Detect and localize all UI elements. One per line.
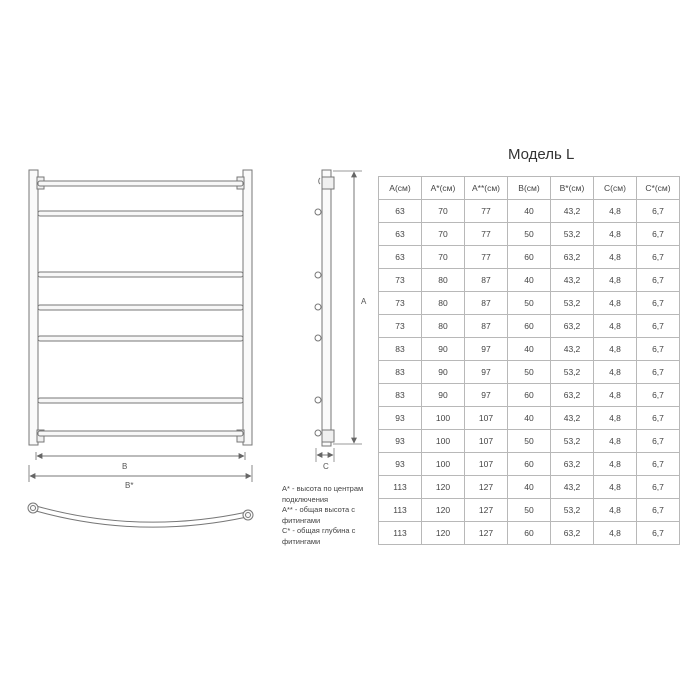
- table-cell: 60: [508, 522, 551, 545]
- table-cell: 63,2: [551, 522, 594, 545]
- table-cell: 40: [508, 269, 551, 292]
- table-cell: 127: [465, 499, 508, 522]
- table-cell: 107: [465, 453, 508, 476]
- table-cell: 6,7: [637, 223, 680, 246]
- table-row: [379, 315, 680, 338]
- table-cell: 50: [508, 430, 551, 453]
- side-upright: [322, 170, 331, 446]
- table-cell: 43,2: [551, 476, 594, 499]
- table-row: [379, 223, 680, 246]
- table-cell: 53,2: [551, 223, 594, 246]
- table-cell: 70: [422, 200, 465, 223]
- dimensions-table: [378, 176, 680, 545]
- table-cell: 63: [379, 200, 422, 223]
- right-upright: [243, 170, 252, 445]
- table-cell: 100: [422, 453, 465, 476]
- table-cell: 4,8: [594, 292, 637, 315]
- table-cell: 4,8: [594, 522, 637, 545]
- table-cell: 6,7: [637, 315, 680, 338]
- table-cell: 4,8: [594, 407, 637, 430]
- table-cell: 77: [465, 223, 508, 246]
- table-row: [379, 453, 680, 476]
- table-cell: 6,7: [637, 499, 680, 522]
- table-cell: 83: [379, 338, 422, 361]
- table-cell: 90: [422, 384, 465, 407]
- table-cell: 93: [379, 430, 422, 453]
- table-cell: 63,2: [551, 453, 594, 476]
- note-a-star: A* - высота по центрам подключения: [282, 484, 364, 504]
- table-cell: 6,7: [637, 430, 680, 453]
- table-cell: 4,8: [594, 453, 637, 476]
- table-cell: 107: [465, 430, 508, 453]
- table-cell: 40: [508, 407, 551, 430]
- table-row: [379, 361, 680, 384]
- table-cell: 93: [379, 407, 422, 430]
- table-cell: 60: [508, 315, 551, 338]
- header-cell: A*(см): [422, 177, 465, 200]
- table-cell: 73: [379, 292, 422, 315]
- table-cell: 43,2: [551, 407, 594, 430]
- header-cell: C(см): [594, 177, 637, 200]
- table-cell: 63,2: [551, 315, 594, 338]
- dimension-notes: [282, 484, 392, 547]
- table-cell: 120: [422, 476, 465, 499]
- table-cell: 63: [379, 223, 422, 246]
- table-row: [379, 407, 680, 430]
- table-cell: 113: [379, 522, 422, 545]
- table-cell: 4,8: [594, 384, 637, 407]
- table-cell: 70: [422, 246, 465, 269]
- table-cell: 4,8: [594, 499, 637, 522]
- table-cell: 70: [422, 223, 465, 246]
- table-cell: 6,7: [637, 269, 680, 292]
- table-cell: 97: [465, 361, 508, 384]
- table-cell: 97: [465, 338, 508, 361]
- table-cell: 87: [465, 269, 508, 292]
- table-cell: 50: [508, 223, 551, 246]
- table-row: [379, 476, 680, 499]
- table-row: [379, 499, 680, 522]
- table-cell: 90: [422, 361, 465, 384]
- table-header-row: [379, 177, 680, 200]
- table-cell: 6,7: [637, 476, 680, 499]
- table-cell: 40: [508, 476, 551, 499]
- table-cell: 43,2: [551, 200, 594, 223]
- table-cell: 4,8: [594, 246, 637, 269]
- table-cell: 100: [422, 430, 465, 453]
- table-cell: 6,7: [637, 384, 680, 407]
- table-cell: 83: [379, 384, 422, 407]
- table-cell: 120: [422, 522, 465, 545]
- header-cell: B*(см): [551, 177, 594, 200]
- table-cell: 40: [508, 338, 551, 361]
- table-row: [379, 522, 680, 545]
- table-cell: 83: [379, 361, 422, 384]
- table-row: [379, 269, 680, 292]
- dimension-A-label: A: [361, 297, 367, 306]
- table-cell: 60: [508, 384, 551, 407]
- table-cell: 53,2: [551, 430, 594, 453]
- table-cell: 43,2: [551, 338, 594, 361]
- header-cell: C*(см): [637, 177, 680, 200]
- table-cell: 73: [379, 269, 422, 292]
- table-cell: 60: [508, 246, 551, 269]
- table-cell: 4,8: [594, 269, 637, 292]
- side-view: [315, 170, 362, 462]
- table-cell: 6,7: [637, 522, 680, 545]
- table-row: [379, 292, 680, 315]
- table-cell: 73: [379, 315, 422, 338]
- table-cell: 4,8: [594, 223, 637, 246]
- model-title: Модель L: [508, 146, 575, 163]
- table-cell: 50: [508, 292, 551, 315]
- table-cell: 4,8: [594, 430, 637, 453]
- table-cell: 97: [465, 384, 508, 407]
- dimension-B-label: B: [122, 462, 128, 471]
- table-cell: 6,7: [637, 453, 680, 476]
- table-cell: 80: [422, 292, 465, 315]
- table-cell: 120: [422, 499, 465, 522]
- table-cell: 113: [379, 476, 422, 499]
- table-cell: 6,7: [637, 200, 680, 223]
- table-row: [379, 384, 680, 407]
- table-cell: 127: [465, 476, 508, 499]
- table-cell: 6,7: [637, 292, 680, 315]
- header-cell: B(см): [508, 177, 551, 200]
- table-cell: 53,2: [551, 292, 594, 315]
- header-cell: A(см): [379, 177, 422, 200]
- table-cell: 43,2: [551, 269, 594, 292]
- rungs: [38, 181, 243, 436]
- table-cell: 6,7: [637, 361, 680, 384]
- table-cell: 77: [465, 246, 508, 269]
- table-cell: 80: [422, 269, 465, 292]
- table-cell: 113: [379, 499, 422, 522]
- table-row: [379, 200, 680, 223]
- table-cell: 77: [465, 200, 508, 223]
- table-cell: 6,7: [637, 338, 680, 361]
- table-cell: 90: [422, 338, 465, 361]
- table-cell: 4,8: [594, 476, 637, 499]
- table-cell: 80: [422, 315, 465, 338]
- table-cell: 60: [508, 453, 551, 476]
- table-cell: 53,2: [551, 499, 594, 522]
- left-upright: [29, 170, 38, 445]
- table-cell: 40: [508, 200, 551, 223]
- note-a-double-star: A** - общая высота с фитингами: [282, 505, 356, 525]
- table-cell: 50: [508, 361, 551, 384]
- dimension-C-label: C: [323, 462, 329, 471]
- table-cell: 4,8: [594, 200, 637, 223]
- table-cell: 63: [379, 246, 422, 269]
- top-view: [28, 503, 253, 527]
- table-row: [379, 246, 680, 269]
- table-cell: 127: [465, 522, 508, 545]
- table-cell: 50: [508, 499, 551, 522]
- table-cell: 63,2: [551, 246, 594, 269]
- table-cell: 63,2: [551, 384, 594, 407]
- table-cell: 4,8: [594, 361, 637, 384]
- table-cell: 87: [465, 315, 508, 338]
- table-cell: 100: [422, 407, 465, 430]
- table-cell: 87: [465, 292, 508, 315]
- table-cell: 4,8: [594, 338, 637, 361]
- table-cell: 6,7: [637, 246, 680, 269]
- table-row: [379, 338, 680, 361]
- table-cell: 4,8: [594, 315, 637, 338]
- table-cell: 93: [379, 453, 422, 476]
- table-row: [379, 430, 680, 453]
- table-cell: 107: [465, 407, 508, 430]
- header-cell: A**(см): [465, 177, 508, 200]
- table-body: [379, 200, 680, 545]
- table-cell: 6,7: [637, 407, 680, 430]
- front-view: [29, 170, 252, 482]
- table-cell: 53,2: [551, 361, 594, 384]
- dimension-B-star-label: B*: [125, 481, 134, 490]
- note-c-star: C* - общая глубина с фитингами: [282, 526, 356, 546]
